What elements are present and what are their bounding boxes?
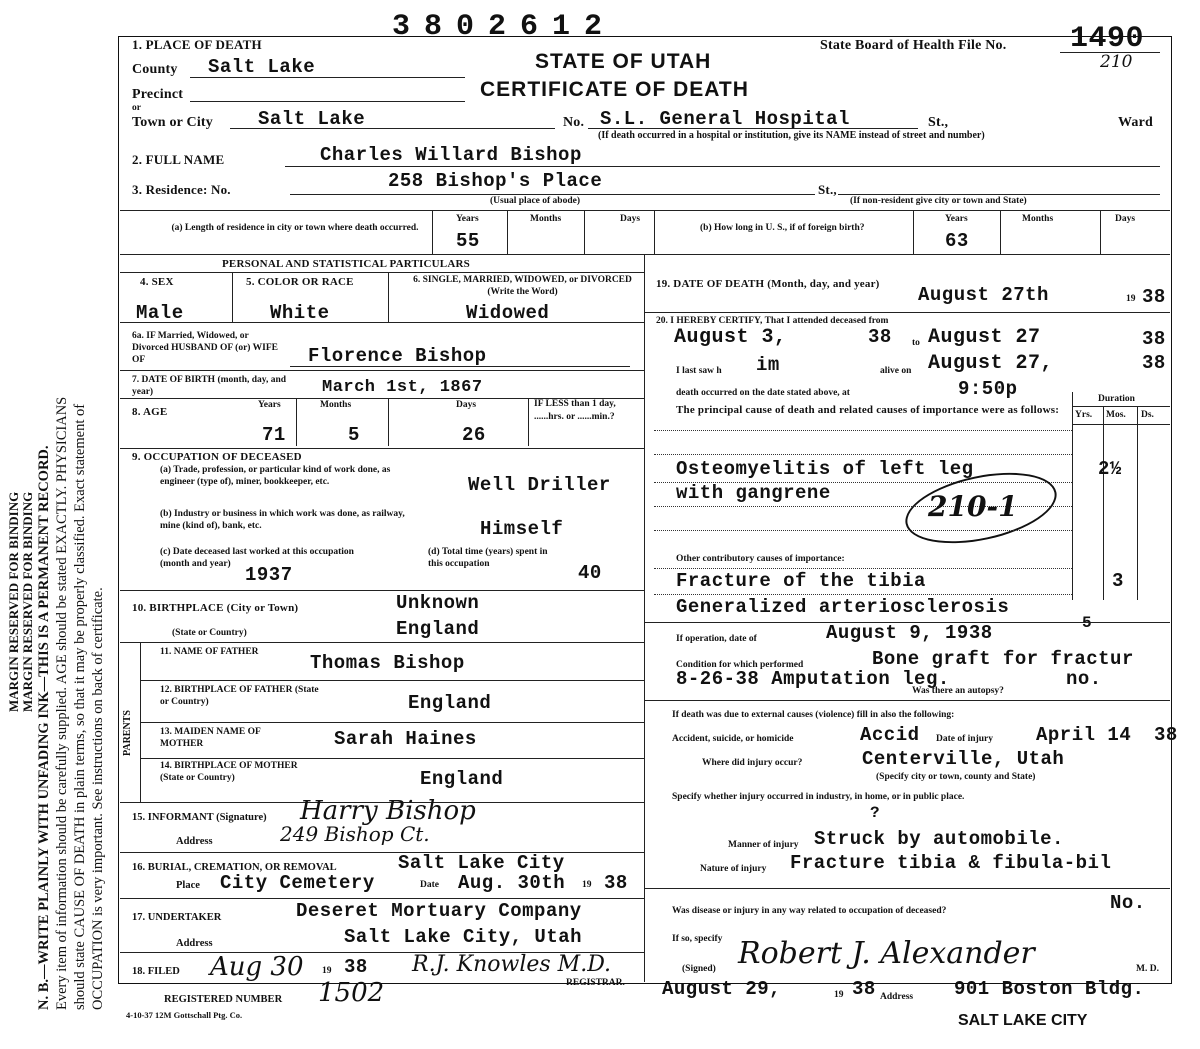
- burial-cemetery-value: City Cemetery: [220, 872, 375, 894]
- burial-label: 16. BURIAL, CREMATION, OR REMOVAL: [132, 862, 337, 873]
- occupation-d-label: (d) Total time (years) spent in this occupation: [428, 547, 548, 569]
- birthplace-city-value: Unknown: [396, 592, 480, 614]
- registrar-label: REGISTRAR.: [566, 978, 625, 988]
- death-year-prefix: 19: [1126, 294, 1136, 304]
- sex-value: Male: [136, 302, 184, 324]
- injury-date-value: April 14: [1036, 724, 1132, 746]
- parents-side-label: PARENTS: [122, 710, 133, 756]
- filed-label: 18. FILED: [132, 966, 180, 977]
- state-title: STATE OF UTAH: [535, 50, 712, 73]
- county-label: County: [132, 62, 178, 77]
- age-years-header: Years: [258, 400, 281, 410]
- birthplace-label: 10. BIRTHPLACE (City or Town): [132, 602, 299, 614]
- undertaker-address-label: Address: [176, 938, 213, 949]
- last-saw-label: I last saw h: [676, 366, 722, 376]
- instruction-line-1: Every item of information should be carefully supplied. AGE should be stated EXACTLY. PHYSICIANS: [54, 396, 70, 1010]
- father-birthplace-label: 12. BIRTHPLACE OF FATHER (State or Country): [160, 685, 319, 707]
- footer-city-stamp: SALT LAKE CITY: [958, 1012, 1088, 1029]
- ward-label: Ward: [1118, 115, 1154, 130]
- sex-label: 4. SEX: [140, 276, 174, 288]
- informant-address-label: Address: [176, 836, 213, 847]
- where-injury-label: Where did injury occur?: [702, 758, 803, 768]
- signed-year-prefix: 19: [834, 990, 844, 1000]
- contributory-2-duration: 5: [1082, 614, 1093, 632]
- mother-label: 13. MAIDEN NAME OF MOTHER: [160, 727, 261, 749]
- spouse-label: 6a. IF Married, Widowed, or Divorced HUSBAND OF (or) WIFE OF: [132, 331, 279, 365]
- principal-cause-label: The principal cause of death and related causes of importance were as follows:: [676, 404, 1060, 416]
- informant-address-value: 249 Bishop Ct.: [280, 822, 430, 846]
- registered-number-label: REGISTERED NUMBER: [164, 994, 283, 1005]
- us-months-header: Months: [1022, 214, 1054, 224]
- duration-yrs: Yrs.: [1075, 410, 1093, 420]
- certificate-number: 3802612: [392, 10, 617, 44]
- hospital-value: S.L. General Hospital: [600, 108, 850, 130]
- place-of-death-heading: 1. PLACE OF DEATH: [132, 37, 262, 52]
- last-saw-value: im: [756, 354, 780, 376]
- specify-injury-label: Specify whether injury occurred in industry, in home, or in public place.: [672, 792, 965, 802]
- full-name-label: 2. FULL NAME: [132, 152, 225, 167]
- residence-months-header: Months: [530, 214, 562, 224]
- alive-on-year: 38: [1142, 352, 1166, 374]
- secondary-file-no: 210: [1100, 52, 1133, 72]
- signed-label: (Signed): [682, 964, 716, 974]
- occupation-a-value: Well Driller: [468, 474, 611, 496]
- cause-line-1: Osteomyelitis of left leg: [676, 458, 974, 480]
- undertaker-value: Deseret Mortuary Company: [296, 900, 582, 922]
- age-years-value: 71: [262, 424, 286, 446]
- alive-on-label: alive on: [880, 366, 912, 376]
- nature-label: Nature of injury: [700, 864, 767, 874]
- physician-address-label: Address: [880, 992, 914, 1002]
- father-birthplace-value: England: [408, 692, 492, 714]
- county-value: Salt Lake: [208, 56, 316, 78]
- spouse-value: Florence Bishop: [308, 345, 487, 367]
- precinct-label: Precinct: [132, 87, 184, 102]
- contributory-label: Other contributory causes of importance:: [676, 554, 845, 564]
- no-label: No.: [563, 115, 585, 130]
- signed-year-value: 38: [852, 978, 876, 1000]
- residence-label: 3. Residence: No.: [132, 182, 231, 197]
- attended-from-value: August 3,: [674, 326, 787, 349]
- accident-label: Accident, suicide, or homicide: [672, 734, 794, 744]
- occupation-heading: 9. OCCUPATION OF DECEASED: [132, 451, 302, 463]
- town-value: Salt Lake: [258, 108, 366, 130]
- to-label: to: [912, 338, 920, 348]
- related-occupation-value: No.: [1110, 892, 1146, 914]
- age-months-value: 5: [348, 424, 360, 446]
- registered-number-value: 1502: [318, 978, 385, 1008]
- occupation-d-value: 40: [578, 562, 602, 584]
- instruction-line-2: should state CAUSE OF DEATH in plain terms, so that it may be properly classified. Exact statement of: [72, 403, 88, 1010]
- color-value: White: [270, 302, 330, 324]
- condition-line-2: 8-26-38 Amputation leg.: [676, 668, 950, 690]
- duration-mos: Mos.: [1106, 410, 1126, 420]
- specify-injury-value: ?: [870, 804, 881, 822]
- undertaker-address-value: Salt Lake City, Utah: [344, 926, 583, 948]
- marital-value: Widowed: [466, 302, 550, 324]
- personal-heading: PERSONAL AND STATISTICAL PARTICULARS: [222, 258, 470, 270]
- nonresident-note: (If non-resident give city or town and State): [850, 196, 1027, 206]
- file-no-label: State Board of Health File No.: [820, 38, 1007, 53]
- duration-header: Duration: [1098, 394, 1135, 404]
- residence-days-header: Days: [620, 214, 641, 224]
- external-causes-label: If death was due to external causes (violence) fill in also the following:: [672, 710, 955, 720]
- marital-label: 6. SINGLE, MARRIED, WIDOWED, or DIVORCED (Write the Word): [413, 275, 632, 297]
- certificate-title: CERTIFICATE OF DEATH: [480, 78, 749, 101]
- contributory-line-1: Fracture of the tibia: [676, 570, 926, 592]
- instruction-line-3: OCCUPATION is very important. See instructions on back of certificate.: [90, 587, 106, 1010]
- cause-line-2: with gangrene: [676, 482, 831, 504]
- burial-date-label: Date: [420, 880, 439, 890]
- dob-label: 7. DATE OF BIRTH (month, day, and year): [132, 375, 287, 397]
- st-label: St.,: [928, 115, 949, 130]
- attended-to-year: 38: [1142, 328, 1166, 350]
- father-label: 11. NAME OF FATHER: [160, 647, 259, 657]
- autopsy-value: no.: [1066, 668, 1102, 690]
- occupation-c-label: (c) Date deceased last worked at this occupation (month and year): [160, 547, 354, 569]
- age-label: 8. AGE: [132, 406, 168, 418]
- alive-on-value: August 27,: [928, 352, 1054, 375]
- condition-label: Condition for which performed: [676, 660, 804, 670]
- time-of-death-label: death occurred on the date stated above, at: [676, 388, 850, 398]
- usual-abode-note: (Usual place of abode): [490, 196, 580, 206]
- date-of-death-value: August 27th: [918, 284, 1049, 306]
- contributory-1-duration: 3: [1112, 570, 1124, 592]
- manner-value: Struck by automobile.: [814, 828, 1064, 850]
- cause-duration: 2½: [1098, 458, 1122, 480]
- if-so-specify-label: If so, specify: [672, 934, 723, 944]
- duration-ds: Ds.: [1141, 410, 1154, 420]
- color-label: 5. COLOR OR RACE: [246, 276, 354, 288]
- father-value: Thomas Bishop: [310, 652, 465, 674]
- nature-value: Fracture tibia & fibula-bil: [790, 852, 1112, 874]
- coding-stamp-value: 210-1: [928, 490, 1018, 523]
- attended-from-year: 38: [868, 326, 892, 348]
- or-label: or: [132, 103, 141, 113]
- injury-date-label: Date of injury: [936, 734, 993, 744]
- residence-value: 258 Bishop's Place: [388, 170, 603, 192]
- birthplace-state-label: (State or Country): [172, 628, 247, 638]
- md-label: M. D.: [1136, 964, 1159, 974]
- printer-imprint: 4-10-37 12M Gottschall Ptg. Co.: [126, 1010, 243, 1020]
- death-year-value: 38: [1142, 286, 1166, 308]
- birthplace-country-value: England: [396, 618, 480, 640]
- filed-year-value: 38: [344, 956, 368, 978]
- burial-year-prefix: 19: [582, 880, 592, 890]
- date-of-death-label: 19. DATE OF DEATH (Month, day, and year): [656, 278, 880, 290]
- operation-label: If operation, date of: [676, 634, 757, 644]
- burial-date-value: Aug. 30th: [458, 872, 566, 894]
- occupation-b-label: (b) Industry or business in which work was done, as railway, mine (kind of), bank, etc.: [160, 509, 405, 531]
- us-days-header: Days: [1115, 214, 1136, 224]
- where-note: (Specify city or town, county and State): [876, 772, 1036, 782]
- residence-st-label: St.,: [818, 182, 837, 197]
- age-months-header: Months: [320, 400, 352, 410]
- physician-signature: Robert J. Alexander: [738, 936, 1035, 971]
- file-no: 1490: [1070, 22, 1145, 56]
- mother-birthplace-label: 14. BIRTHPLACE OF MOTHER (State or Country): [160, 761, 298, 783]
- where-injury-value: Centerville, Utah: [862, 748, 1065, 770]
- less-than-day-label: IF LESS than 1 day, ......hrs. or ......min.?: [534, 399, 616, 422]
- nb-warning: N. B.—WRITE PLAINLY WITH UNFADING INK—THIS IS A PERMANENT RECORD.: [36, 445, 52, 1010]
- binding-margin-text-2: MARGIN RESERVED FOR BINDING: [20, 491, 35, 712]
- us-years-value: 63: [945, 230, 969, 252]
- filed-year-prefix: 19: [322, 966, 332, 976]
- physician-address-value: 901 Boston Bldg.: [954, 978, 1145, 1000]
- burial-year-value: 38: [604, 872, 628, 894]
- certify-label: 20. I HEREBY CERTIFY, That I attended deceased from: [656, 316, 889, 326]
- time-of-death-value: 9:50p: [958, 378, 1018, 400]
- foreign-birth-label: (b) How long in U. S., if of foreign birth?: [700, 223, 865, 233]
- mother-value: Sarah Haines: [334, 728, 477, 750]
- filed-date-value: Aug 30: [210, 952, 304, 982]
- age-days-header: Days: [456, 400, 477, 410]
- residence-years-value: 55: [456, 230, 480, 252]
- length-residence-label: (a) Length of residence in city or town where death occurred.: [171, 223, 419, 233]
- binding-margin-text-1: MARGIN RESERVED FOR BINDING: [6, 491, 21, 712]
- town-label: Town or City: [132, 115, 213, 130]
- contributory-line-2: Generalized arteriosclerosis: [676, 596, 1010, 618]
- accident-value: Accid: [860, 724, 920, 746]
- related-occupation-label: Was disease or injury in any way related to occupation of deceased?: [672, 906, 947, 916]
- signed-date-value: August 29,: [662, 978, 782, 1000]
- manner-label: Manner of injury: [728, 840, 799, 850]
- operation-date-value: August 9, 1938: [826, 622, 993, 644]
- burial-place-label: Place: [176, 880, 200, 891]
- condition-line-1: Bone graft for fractur: [872, 648, 1134, 670]
- attended-to-value: August 27: [928, 326, 1041, 349]
- full-name-value: Charles Willard Bishop: [320, 144, 582, 166]
- occupation-a-label: (a) Trade, profession, or particular kind of work done, as engineer (type of), miner, bookkeeper, etc.: [160, 465, 391, 487]
- occupation-b-value: Himself: [480, 518, 564, 540]
- informant-label: 15. INFORMANT (Signature): [132, 812, 267, 823]
- residence-years-header: Years: [456, 214, 479, 224]
- undertaker-label: 17. UNDERTAKER: [132, 912, 222, 923]
- autopsy-label: Was there an autopsy?: [912, 686, 1004, 696]
- age-days-value: 26: [462, 424, 486, 446]
- registrar-signature: R.J. Knowles M.D.: [412, 952, 612, 977]
- informant-signature: Harry Bishop: [300, 796, 476, 826]
- injury-year-value: 38: [1154, 724, 1178, 746]
- mother-birthplace-value: England: [420, 768, 504, 790]
- occupation-c-value: 1937: [245, 564, 293, 586]
- burial-city-value: Salt Lake City: [398, 852, 565, 874]
- us-years-header: Years: [945, 214, 968, 224]
- hospital-note: (If death occurred in a hospital or institution, give its NAME instead of street and number): [598, 130, 985, 141]
- dob-value: March 1st, 1867: [322, 378, 483, 397]
